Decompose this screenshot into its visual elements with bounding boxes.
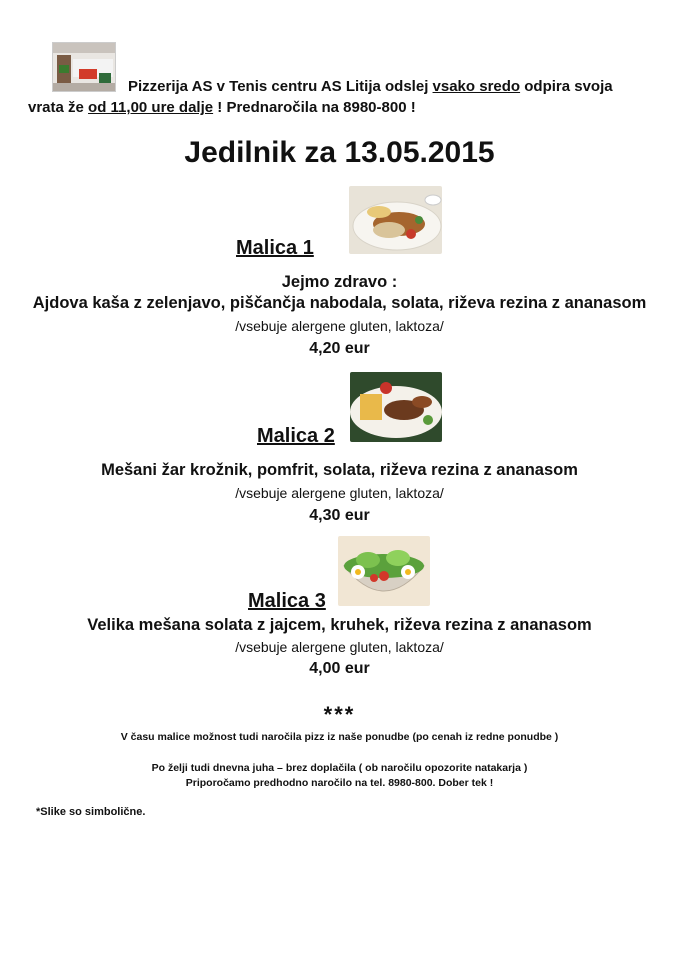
footer-soup-note: Po želji tudi dnevna juha – brez doplačila ( ob naročilu opozorite natakarja ) [151,762,528,774]
intro-paragraph [28,76,648,118]
malica-1-allergens: /vsebuje alergene gluten, laktoza/ [235,318,444,334]
malica-3-price: 4,00 eur [309,660,370,677]
intro-text: odpira svoja [520,78,613,95]
malica-2-photo [350,372,442,442]
footer-pizza-note: V času malice možnost tudi naročila pizz iz naše ponudbe (po cenah iz redne ponudbe ) [120,731,559,743]
malica-2-title: Malica 2 [257,425,335,447]
malica-3-title: Malica 3 [248,590,326,612]
intro-text: vrata že [28,99,89,116]
malica-1-photo [349,186,442,254]
malica-1-dish: Ajdova kaša z zelenjavo, piščančja nabodala, solata, riževa rezina z ananasom [32,294,647,312]
intro-text: ! Prednaročila na 8980-800 ! [213,99,416,116]
separator-stars: *** [323,702,356,727]
intro-text: Pizzerija AS v Tenis centru AS Litija odslej [128,78,433,95]
intro-line-1 [28,76,648,97]
malica-2-dish: Mešani žar krožnik, pomfrit, solata, riževa rezina z ananasom [101,461,578,479]
footer-order-note: Priporočamo predhodno naročilo na tel. 8980-800. Dober tek ! [185,777,494,789]
symbolic-images-note: *Slike so simbolične. [36,806,146,818]
malica-2-price: 4,30 eur [309,507,370,524]
intro-line-2 [28,97,648,118]
malica-3-allergens: /vsebuje alergene gluten, laktoza/ [235,639,444,655]
malica-1-subtitle: Jejmo zdravo : [281,273,398,291]
malica-3-dish: Velika mešana solata z jajcem, kruhek, riževa rezina z ananasom [87,616,592,634]
malica-1-price: 4,20 eur [309,340,370,357]
page-title: Jedilnik za 13.05.2015 [184,136,495,169]
malica-1-title: Malica 1 [236,237,314,259]
intro-day-underlined: vsako sredo [432,78,521,95]
intro-time-underlined: od 11,00 ure dalje [88,99,214,116]
malica-3-photo [338,536,430,606]
malica-2-allergens: /vsebuje alergene gluten, laktoza/ [235,485,444,501]
